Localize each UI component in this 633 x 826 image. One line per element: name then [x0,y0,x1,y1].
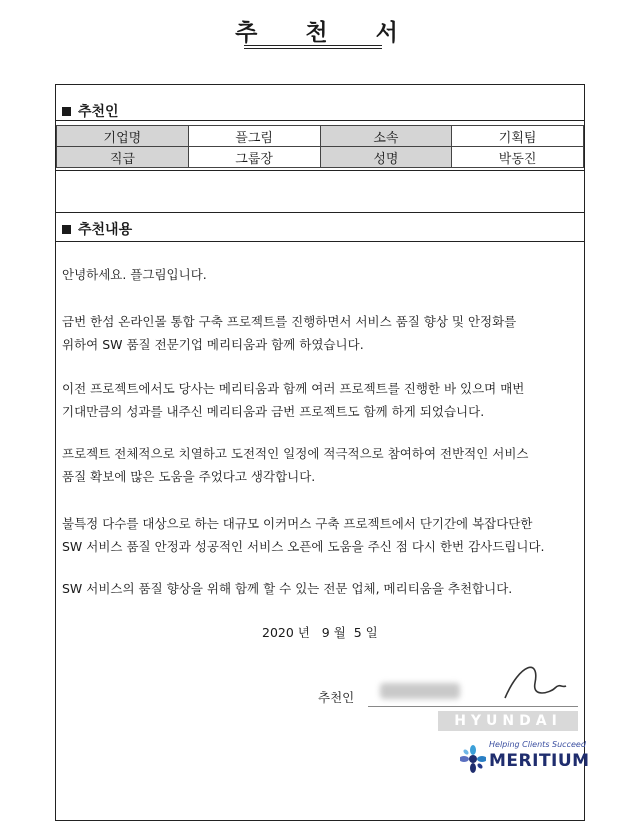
letter-paragraph-line: SW 서비스의 품질 향상을 위해 함께 할 수 있는 전문 업체, 메리티움을 추천합니다. [62,581,513,596]
recommender-section-heading [62,101,119,121]
company-label: 기업명 [57,126,189,147]
section-divider [55,120,585,121]
letter-paragraph-line: 불특정 다수를 대상으로 하는 대규모 이커머스 구축 프로젝트에서 단기간에 복잡다단한 [62,516,533,531]
content-heading-text: 추천내용 [78,222,133,238]
content-section-heading [62,219,132,239]
letter-paragraph-line: 위하여 SW 품질 전문기업 메리티움과 함께 하였습니다. [62,337,364,352]
name-value: 박동진 [452,147,584,168]
letter-greeting: 안녕하세요. 플그림입니다. [62,267,207,282]
watermark: HYUNDAI [438,711,578,731]
recommender-info-table [56,125,584,168]
letter-paragraph-line: SW 서비스 품질 안정과 성공적인 서비스 오픈에 도움을 주신 점 다시 한번 감사드립니다. [62,539,545,554]
bullet-square-icon [62,107,71,116]
signature-stroke [500,658,570,703]
letter-paragraph-line: 기대만큼의 성과를 내주신 메리티움과 금번 프로젝트도 함께 하게 되었습니다. [62,404,485,419]
recommender-heading-text: 추천인 [78,104,119,120]
bullet-square-icon [62,225,71,234]
table-row [57,147,584,168]
section-divider [55,212,585,213]
signer-label: 추천인 [318,690,355,705]
section-divider [55,170,585,171]
position-value: 그룹장 [188,147,320,168]
company-value: 플그림 [188,126,320,147]
letter-paragraph-line: 이전 프로젝트에서도 당사는 메리티움과 함께 여러 프로젝트를 진행한 바 있으며 매번 [62,381,525,396]
meritium-flower-icon [460,744,486,774]
table-row [57,126,584,147]
logo-tagline: Helping Clients Succeed [489,740,586,749]
position-label: 직급 [57,147,189,168]
title-underline-2 [244,48,382,49]
name-label: 성명 [320,147,452,168]
section-divider [55,241,585,242]
letter-paragraph-line: 프로젝트 전체적으로 치열하고 도전적인 일정에 적극적으로 참여하여 전반적인 서비스 [62,446,529,461]
dept-value: 기획팀 [452,126,584,147]
logo-name: MERITIUM [489,751,590,771]
signature-line [368,706,578,707]
dept-label: 소속 [320,126,452,147]
letter-paragraph-line: 품질 확보에 많은 도움을 주었다고 생각합니다. [62,469,316,484]
letter-paragraph-line: 금번 한섬 온라인몰 통합 구축 프로젝트를 진행하면서 서비스 품질 향상 및 안정화를 [62,314,517,329]
letter-date: 2020 년 9 월 5 일 [262,625,378,640]
title-underline [244,45,382,46]
document-title: 추 천 서 [235,20,418,46]
redacted-signature [380,683,460,699]
